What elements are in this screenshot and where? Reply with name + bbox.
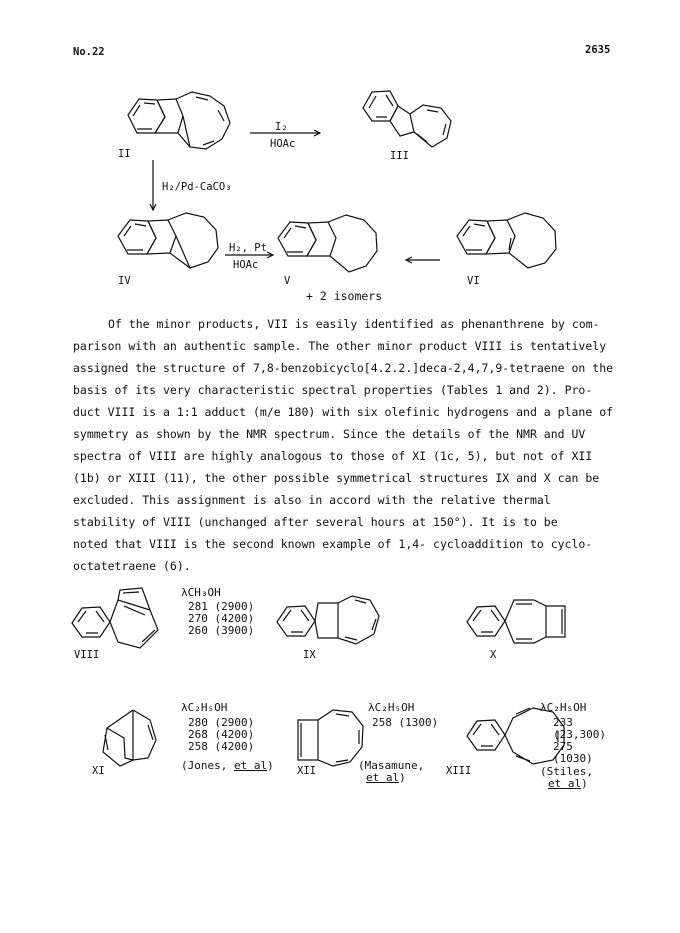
uv-band: 233 xyxy=(553,716,573,729)
label-III: III xyxy=(390,150,409,162)
paragraph-line: stability of VIII (unchanged after several hours at 150°). It is to be xyxy=(73,515,558,529)
uv-band: (23,300) xyxy=(553,728,606,741)
reagent-HOAc-1: HOAc xyxy=(270,138,296,150)
reagent-I2: I₂ xyxy=(275,121,288,133)
label-IX: IX xyxy=(303,649,316,661)
reference-XII-line2 xyxy=(366,772,406,784)
paragraph-line: basis of its very characteristic spectral properties (Tables 1 and 2). Pro- xyxy=(73,383,593,397)
label-II: II xyxy=(118,148,131,160)
arrow-from-VI xyxy=(406,257,440,263)
structure-V xyxy=(278,215,377,272)
label-X: X xyxy=(490,649,497,661)
uv-band: 275 xyxy=(553,740,573,753)
structure-X xyxy=(467,600,565,643)
structure-III xyxy=(363,91,451,147)
structure-VIII xyxy=(72,588,158,648)
label-XI: XI xyxy=(92,765,105,777)
label-VIII: VIII xyxy=(74,649,100,661)
reference-et-al: et al xyxy=(233,759,268,772)
reference-suffix: ) xyxy=(399,771,406,784)
structure-IX xyxy=(277,596,379,644)
structure-II xyxy=(128,92,230,149)
label-XIII: XIII xyxy=(446,765,472,777)
uv-solvent-VIII: λCH₃OH xyxy=(181,586,221,599)
uv-solvent-XIII: λC₂H₅OH xyxy=(540,701,587,714)
label-VI: VI xyxy=(467,275,480,287)
uv-band: (1030) xyxy=(553,752,593,765)
structure-XII xyxy=(298,710,363,766)
journal-number: No.22 xyxy=(73,46,105,58)
arrow-down-to-IV xyxy=(150,160,156,210)
uv-band: 270 (4200) xyxy=(188,612,255,625)
reference-XIII-line1: (Stiles, xyxy=(540,765,593,778)
paragraph-line: octatetraene (6). xyxy=(73,559,191,573)
reference-et-al: et al xyxy=(366,771,400,784)
uv-band: 281 (2900) xyxy=(188,600,255,613)
paragraph-line: Of the minor products, VII is easily identified as phenanthrene by com- xyxy=(108,317,600,331)
reagent-H2-Pt: H₂, Pt xyxy=(229,242,267,254)
paragraph-line: parison with an authentic sample. The other minor product VIII is tentatively xyxy=(73,339,607,353)
structure-IV xyxy=(118,213,218,268)
structure-XIII xyxy=(467,708,564,764)
paragraph-line: assigned the structure of 7,8-benzobicyclo[4.2.2.]deca-2,4,7,9-tetraene on the xyxy=(73,361,614,375)
paragraph-line: excluded. This assignment is also in accord with the relative thermal xyxy=(73,493,551,507)
label-IV: IV xyxy=(118,275,131,287)
uv-solvent-XI: λC₂H₅OH xyxy=(181,701,228,714)
reference-XIII-line2 xyxy=(548,778,588,790)
uv-band: 258 (4200) xyxy=(188,740,255,753)
paragraph-line: spectra of VIII are highly analogous to those of XI (1c, 5), but not of XII xyxy=(73,449,593,463)
uv-solvent-XII: λC₂H₅OH xyxy=(368,701,415,714)
structure-XI xyxy=(103,710,156,766)
reagent-H2-Pd-CaCO3: H₂/Pd-CaCO₃ xyxy=(162,181,232,193)
paragraph-line: (1b) or XIII (11), the other possible symmetrical structures IX and X can be xyxy=(73,471,600,485)
page-number: 2635 xyxy=(585,44,611,56)
uv-band: 258 (1300) xyxy=(372,716,439,729)
label-XII: XII xyxy=(297,765,316,777)
paragraph-line: noted that VIII is the second known example of 1,4- cycloaddition to cyclo- xyxy=(73,537,593,551)
reference-suffix: ) xyxy=(267,759,274,772)
uv-band: 280 (2900) xyxy=(188,716,255,729)
structure-VI xyxy=(457,213,556,268)
paragraph-line: symmetry as shown by the NMR spectrum. Since the details of the NMR and UV xyxy=(73,427,586,441)
reference-XI xyxy=(181,760,274,772)
reference-et-al: et al xyxy=(548,777,582,790)
uv-band: 268 (4200) xyxy=(188,728,255,741)
label-V: V xyxy=(284,275,291,287)
reagent-HOAc-2: HOAc xyxy=(233,259,259,271)
reference-XII-line1: (Masamune, xyxy=(358,759,425,772)
uv-band: 260 (3900) xyxy=(188,624,255,637)
reference-prefix: (Jones, xyxy=(181,759,234,772)
paragraph-line: duct VIII is a 1:1 adduct (m/e 180) with six olefinic hydrogens and a plane of xyxy=(73,405,614,419)
isomers-note: + 2 isomers xyxy=(306,289,383,303)
reference-suffix: ) xyxy=(581,777,588,790)
